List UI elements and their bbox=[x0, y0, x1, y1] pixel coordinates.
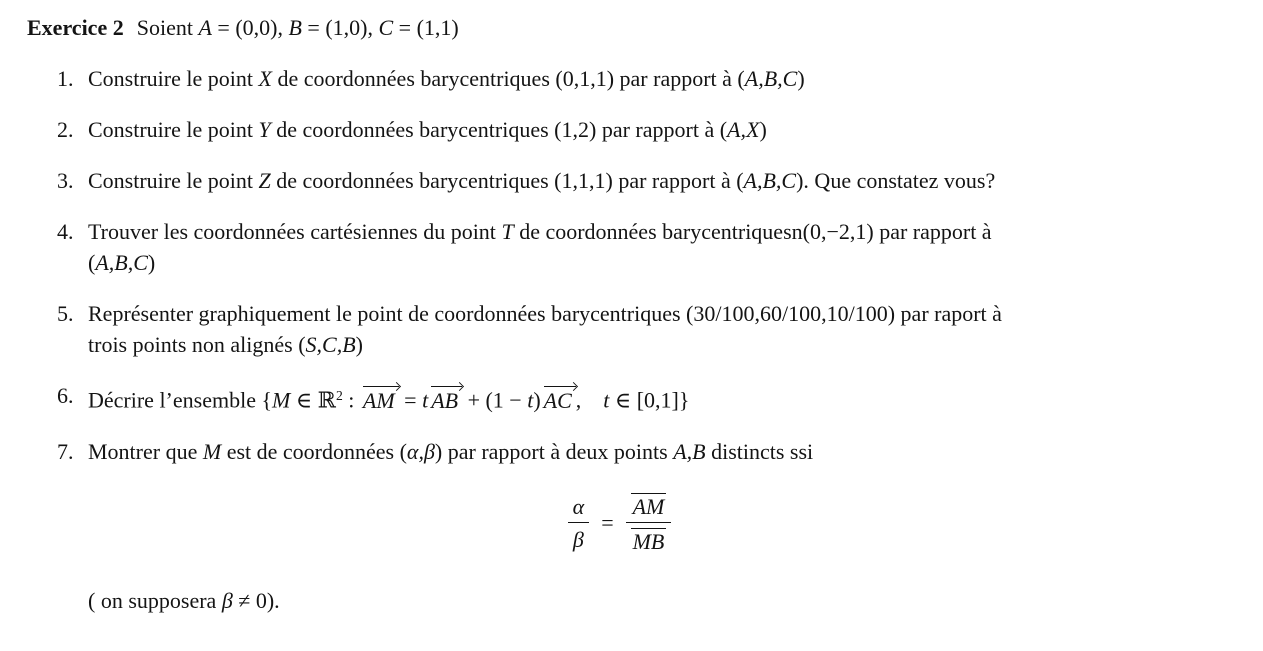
item-number: 1. bbox=[57, 66, 74, 91]
item-number: 2. bbox=[57, 117, 74, 142]
text-segment: est de coordonnées ( bbox=[221, 438, 407, 464]
text-segment: Construire le point bbox=[88, 117, 259, 142]
vector-arrow-icon bbox=[363, 386, 399, 387]
text-segment: ) bbox=[759, 117, 767, 142]
text-segment: ≠ 0). bbox=[232, 587, 280, 613]
overline-MB: MB bbox=[632, 528, 665, 554]
text-segment: Construire le point bbox=[88, 66, 259, 91]
math-var-B: B bbox=[288, 15, 302, 40]
fraction-bar bbox=[626, 522, 672, 523]
fraction-AM-MB bbox=[624, 493, 674, 553]
superscript-2: 2 bbox=[335, 388, 343, 403]
vector-arrow-icon bbox=[431, 386, 462, 387]
vector-letters: AM bbox=[362, 387, 395, 413]
text-segment: de coordonnées barycentriques (1,1,1) par rapport à ( bbox=[270, 168, 744, 193]
intro-coords-c: = (1,1) bbox=[393, 15, 459, 40]
exercise-title: Exercice 2 bbox=[27, 15, 124, 40]
item-number: 6. bbox=[57, 383, 74, 408]
math-var-Y: Y bbox=[258, 117, 271, 142]
math-vars-ABC: A,B,C bbox=[744, 66, 798, 91]
list-item-1 bbox=[27, 63, 1263, 94]
exercise-header bbox=[27, 12, 1263, 43]
math-var-A: A bbox=[198, 15, 212, 40]
item-text bbox=[88, 436, 1263, 467]
text-segment: de coordonnées barycentriques (1,2) par rapport à ( bbox=[270, 117, 728, 142]
intro-text: Soient bbox=[136, 15, 199, 40]
math-var-Z: Z bbox=[258, 168, 271, 193]
math-var-M: M bbox=[202, 438, 222, 464]
fraction-alpha-beta bbox=[566, 495, 592, 551]
fraction-numerator-AM bbox=[626, 493, 672, 519]
overline-AM: AM bbox=[632, 493, 665, 519]
math-var-beta: β bbox=[221, 587, 233, 613]
item-text bbox=[88, 380, 1263, 416]
text-segment: ) par rapport à deux points bbox=[434, 438, 674, 464]
math-var-t: t bbox=[527, 387, 534, 413]
text-segment: ( on supposera bbox=[88, 587, 222, 613]
vector-arrow-icon bbox=[544, 386, 576, 387]
vector-AB bbox=[429, 385, 461, 416]
fraction-bar bbox=[568, 522, 590, 523]
math-vars-alpha-beta: α,β bbox=[406, 438, 435, 464]
math-var-M: M bbox=[272, 387, 291, 413]
math-vars-AB: A,B bbox=[673, 438, 706, 464]
text-segment: trois points non alignés ( bbox=[88, 332, 306, 357]
list-item-6 bbox=[27, 380, 1263, 416]
text-segment: de coordonnées barycentriques (0,1,1) par rapport à ( bbox=[271, 66, 745, 91]
math-var-X: X bbox=[258, 66, 272, 91]
math-var-t: t bbox=[422, 387, 429, 413]
list-item-5 bbox=[27, 298, 1263, 360]
item-number: 7. bbox=[57, 438, 74, 464]
text-segment: ) bbox=[147, 250, 156, 275]
text-segment: Montrer que bbox=[88, 438, 203, 464]
text-segment: ∈ [0,1]} bbox=[609, 387, 690, 413]
vector-AM bbox=[361, 385, 398, 416]
item-text bbox=[88, 216, 1263, 278]
math-vars-SCB: S,C,B bbox=[305, 332, 356, 357]
math-vars-AX: A,X bbox=[727, 117, 760, 142]
comma: , bbox=[575, 387, 582, 413]
fraction-numerator-alpha: α bbox=[572, 493, 585, 519]
item-number: 4. bbox=[57, 219, 74, 244]
math-vars-ABC: A,B,C bbox=[743, 168, 797, 193]
text-segment: : bbox=[342, 387, 360, 413]
display-equation bbox=[27, 493, 1212, 553]
fraction-denominator-MB bbox=[626, 526, 672, 553]
item-number: 5. bbox=[57, 301, 74, 326]
item-text bbox=[88, 165, 1263, 196]
vector-AC bbox=[542, 385, 575, 416]
text-segment: distincts ssi bbox=[705, 438, 814, 464]
text-segment: ) bbox=[797, 66, 805, 91]
intro-coords-a: = (0,0), bbox=[211, 15, 289, 40]
list-item-4 bbox=[27, 216, 1263, 278]
math-var-C: C bbox=[378, 15, 394, 40]
vector-letters: AC bbox=[543, 387, 572, 413]
math-var-T: T bbox=[501, 219, 514, 244]
vector-letters: AB bbox=[431, 387, 459, 413]
assumption-note bbox=[88, 585, 1263, 616]
text-segment: Trouver les coordonnées cartésiennes du point bbox=[88, 219, 502, 244]
list-item-3 bbox=[27, 165, 1263, 196]
text-segment: + (1 − bbox=[462, 387, 528, 413]
text-segment: ) bbox=[533, 387, 541, 413]
text-segment: ( bbox=[88, 250, 96, 275]
text-segment: Décrire l’ensemble { bbox=[88, 387, 273, 413]
text-segment: ) bbox=[355, 332, 363, 357]
text-segment: de coordonnées barycentriquesn(0,−2,1) par rapport à bbox=[513, 219, 992, 244]
intro-coords-b: = (1,0), bbox=[301, 15, 379, 40]
math-vars-ABC: A,B,C bbox=[95, 250, 148, 275]
list-item-7 bbox=[27, 436, 1263, 467]
fraction-denominator-beta: β bbox=[572, 526, 584, 552]
math-R-symbol: ∈ ℝ bbox=[290, 387, 336, 413]
equals-sign: = bbox=[601, 509, 614, 535]
text-segment: Représenter graphiquement le point de coordonnées barycentriques (30/100,60/100,10/100) par raport à bbox=[88, 301, 1002, 326]
item-text bbox=[88, 114, 1263, 145]
list-item-2 bbox=[27, 114, 1263, 145]
math-var-t: t bbox=[603, 387, 610, 413]
text-segment: ). Que constatez vous? bbox=[796, 168, 996, 193]
item-text bbox=[88, 298, 1263, 360]
equals-sign: = bbox=[398, 387, 423, 413]
text-segment: Construire le point bbox=[88, 168, 259, 193]
item-text bbox=[88, 63, 1263, 94]
item-number: 3. bbox=[57, 168, 74, 193]
